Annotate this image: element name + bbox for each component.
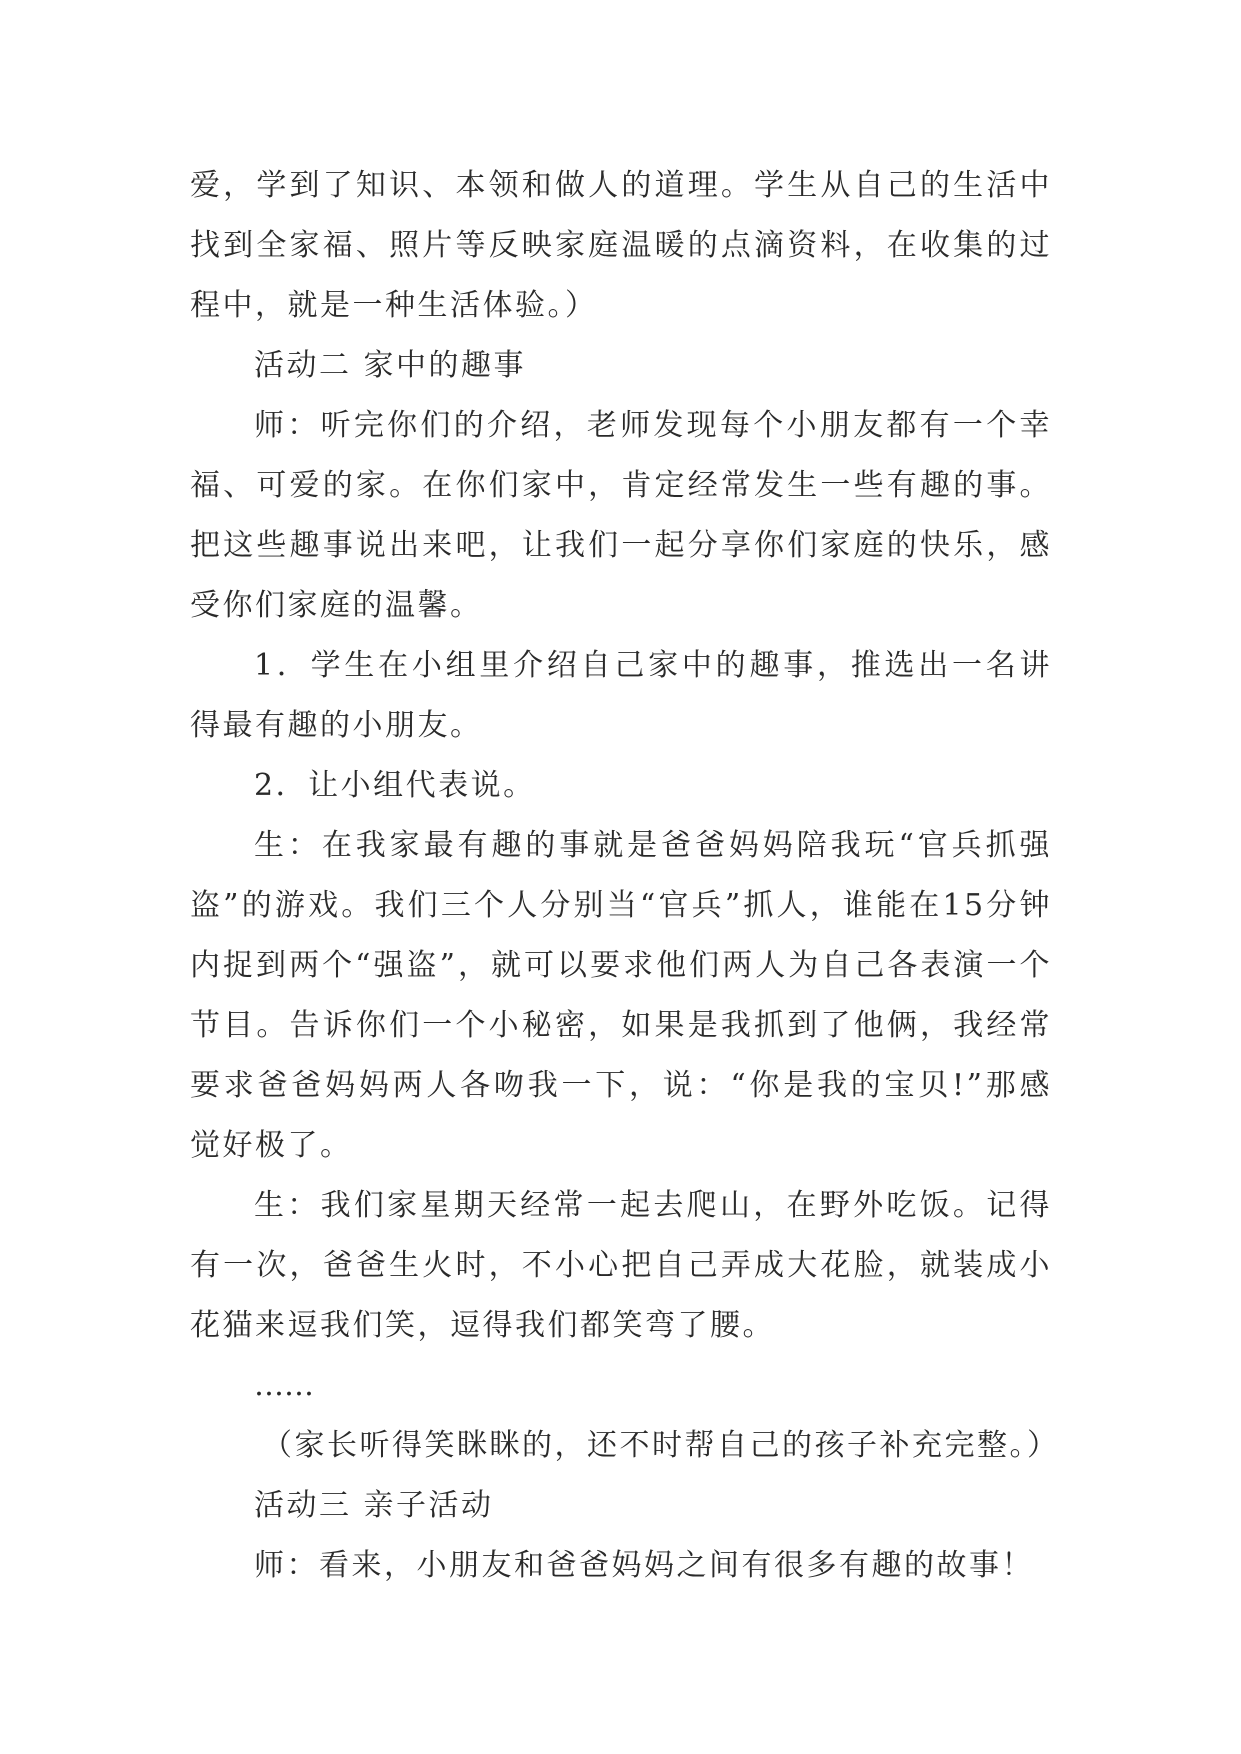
ellipsis-line: …… — [254, 1368, 314, 1403]
section-heading-activity-three: 活动三 亲子活动 — [254, 1488, 494, 1523]
section-heading-activity-two: 活动二 家中的趣事 — [254, 348, 527, 383]
paragraph-step-one: 1．学生在小组里介绍自己家中的趣事，推选出一名讲得最有趣的小朋友。 — [190, 648, 1052, 743]
paragraph-parents-note: （家长听得笑眯眯的，还不时帮自己的孩子补充完整。） — [262, 1428, 1060, 1463]
paragraph-teacher-closing: 师：看来，小朋友和爸爸妈妈之间有很多有趣的故事！ — [254, 1548, 1034, 1583]
paragraph-student-story-one: 生：在我家最有趣的事就是爸爸妈妈陪我玩“官兵抓强盗”的游戏。我们三个人分别当“官兵”抓人，谁能在15分钟内捉到两个“强盗”，就可以要求他们两人为自己各表演一个节目。告诉你们一个小秘密，如果是我抓到了他俩，我经常要求爸爸妈妈两人各吻我一下，说：“你是我的宝贝!”那感觉好极了。 — [190, 828, 1052, 1163]
paragraph-student-story-two: 生：我们家星期天经常一起去爬山，在野外吃饭。记得有一次，爸爸生火时，不小心把自己弄成大花脸，就装成小花猫来逗我们笑，逗得我们都笑弯了腰。 — [190, 1188, 1052, 1343]
paragraph-teacher-prompt: 师：听完你们的介绍，老师发现每个小朋友都有一个幸福、可爱的家。在你们家中，肯定经常发生一些有趣的事。把这些趣事说出来吧，让我们一起分享你们家庭的快乐，感受你们家庭的温馨。 — [190, 408, 1052, 623]
paragraph-intro-continuation: 爱，学到了知识、本领和做人的道理。学生从自己的生活中找到全家福、照片等反映家庭温暖的点滴资料，在收集的过程中，就是一种生活体验。） — [190, 168, 1052, 323]
document-body — [190, 156, 1060, 1596]
paragraph-step-two: 2．让小组代表说。 — [254, 768, 536, 803]
